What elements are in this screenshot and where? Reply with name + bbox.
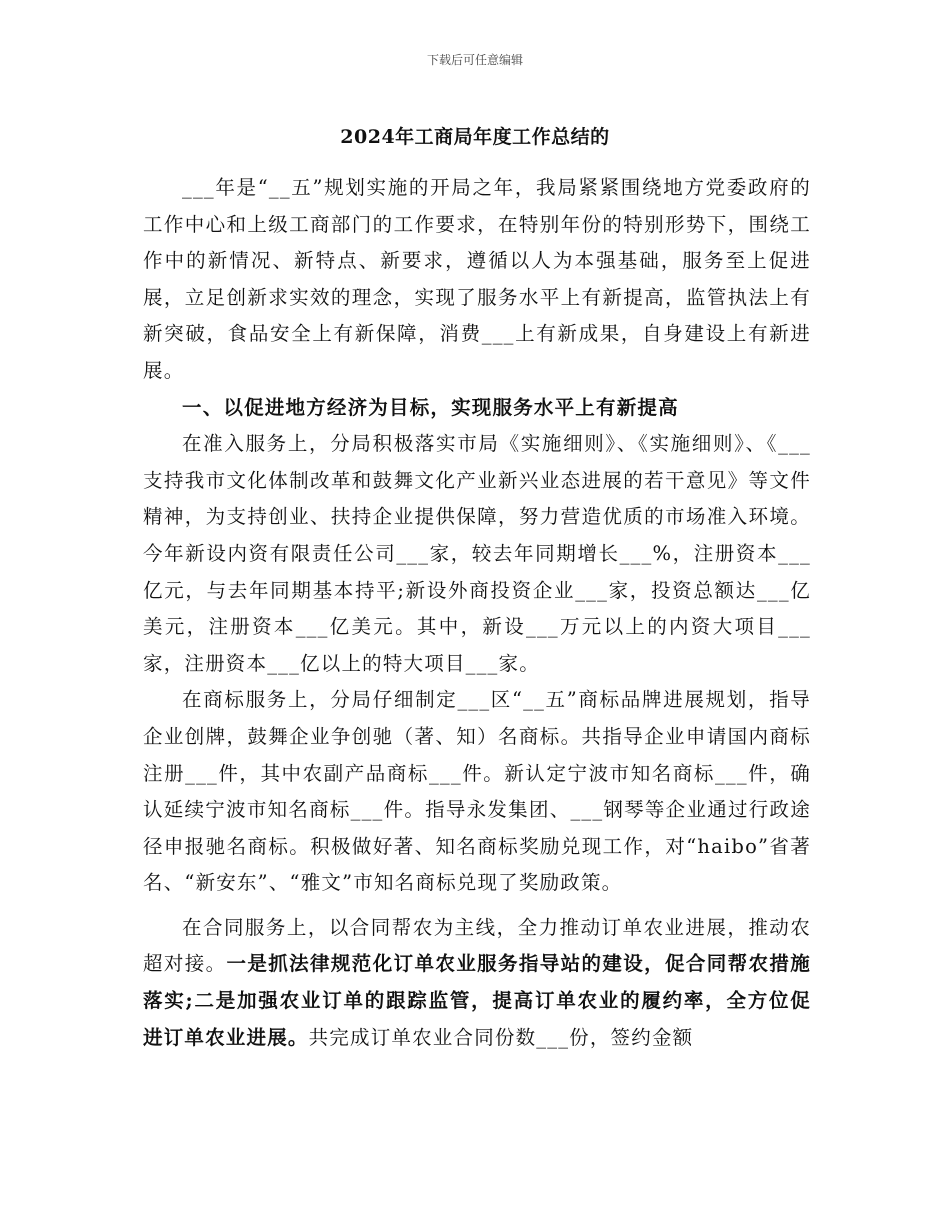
contract-emphasis-text: 一是抓法律规范化订单农业服务指导站的建设，促合同帮农措施落实;二是加强农业订单的跟踪监管，提高订单农业的履约率，全方位促进订单农业进展。 xyxy=(143,952,811,1049)
contract-tail-text: 共完成订单农业合同份数___份，签约金额 xyxy=(308,1025,694,1049)
contract-lead-text: 在合同服务上，以合同帮农为主线，全力推动订单农业进展，推动农超对接。 xyxy=(143,915,811,976)
trademark-service-paragraph: 在商标服务上，分局仔细制定___区“__五”商标品牌进展规划，指导企业创牌，鼓舞企业争创驰（著、知）名商标。共指导企业申请国内商标注册___件，其中农副产品商标___件。新认定宁波市知名商标___件，确认延续宁波市知名商标___件。指导永发集团、___钢琴等企业通过行政途径申报驰名商标。积极做好著、知名商标奖励兑现工作，对“haibo”省著名、“新安东”、“雅文”市知名商标兑现了奖励政策。 xyxy=(143,688,811,895)
section-heading: 一、以促进地方经济为目标，实现服务水平上有新提高 xyxy=(182,395,679,419)
document-body xyxy=(143,170,811,1056)
access-service-paragraph: 在准入服务上，分局积极落实市局《实施细则》、《实施细则》、《___支持我市文化体制改革和鼓舞文化产业新兴业态进展的若干意见》等文件精神，为支持创业、扶持企业提供保障，努力营造优质的市场准入环境。今年新设内资有限责任公司___家，较去年同期增长___%，注册资本___亿元，与去年同期基本持平;新设外商投资企业___家，投资总额达___亿美元，注册资本___亿美元。其中，新设___万元以上的内资大项目___家，注册资本___亿以上的特大项目___家。 xyxy=(143,432,811,675)
contract-service-paragraph xyxy=(143,910,811,1056)
page-header-note: 下载后可任意编辑 xyxy=(426,53,523,67)
intro-paragraph: ___年是“__五”规划实施的开局之年，我局紧紧围绕地方党委政府的工作中心和上级工商部门的工作要求，在特别年份的特别形势下，围绕工作中的新情况、新特点、新要求，遵循以人为本强基础，服务至上促进展，立足创新求实效的理念，实现了服务水平上有新提高，监管执法上有新突破，食品安全上有新保障，消费___上有新成果，自身建设上有新进展。 xyxy=(143,176,811,382)
document-title: 2024年工商局年度工作总结的 xyxy=(340,126,610,148)
